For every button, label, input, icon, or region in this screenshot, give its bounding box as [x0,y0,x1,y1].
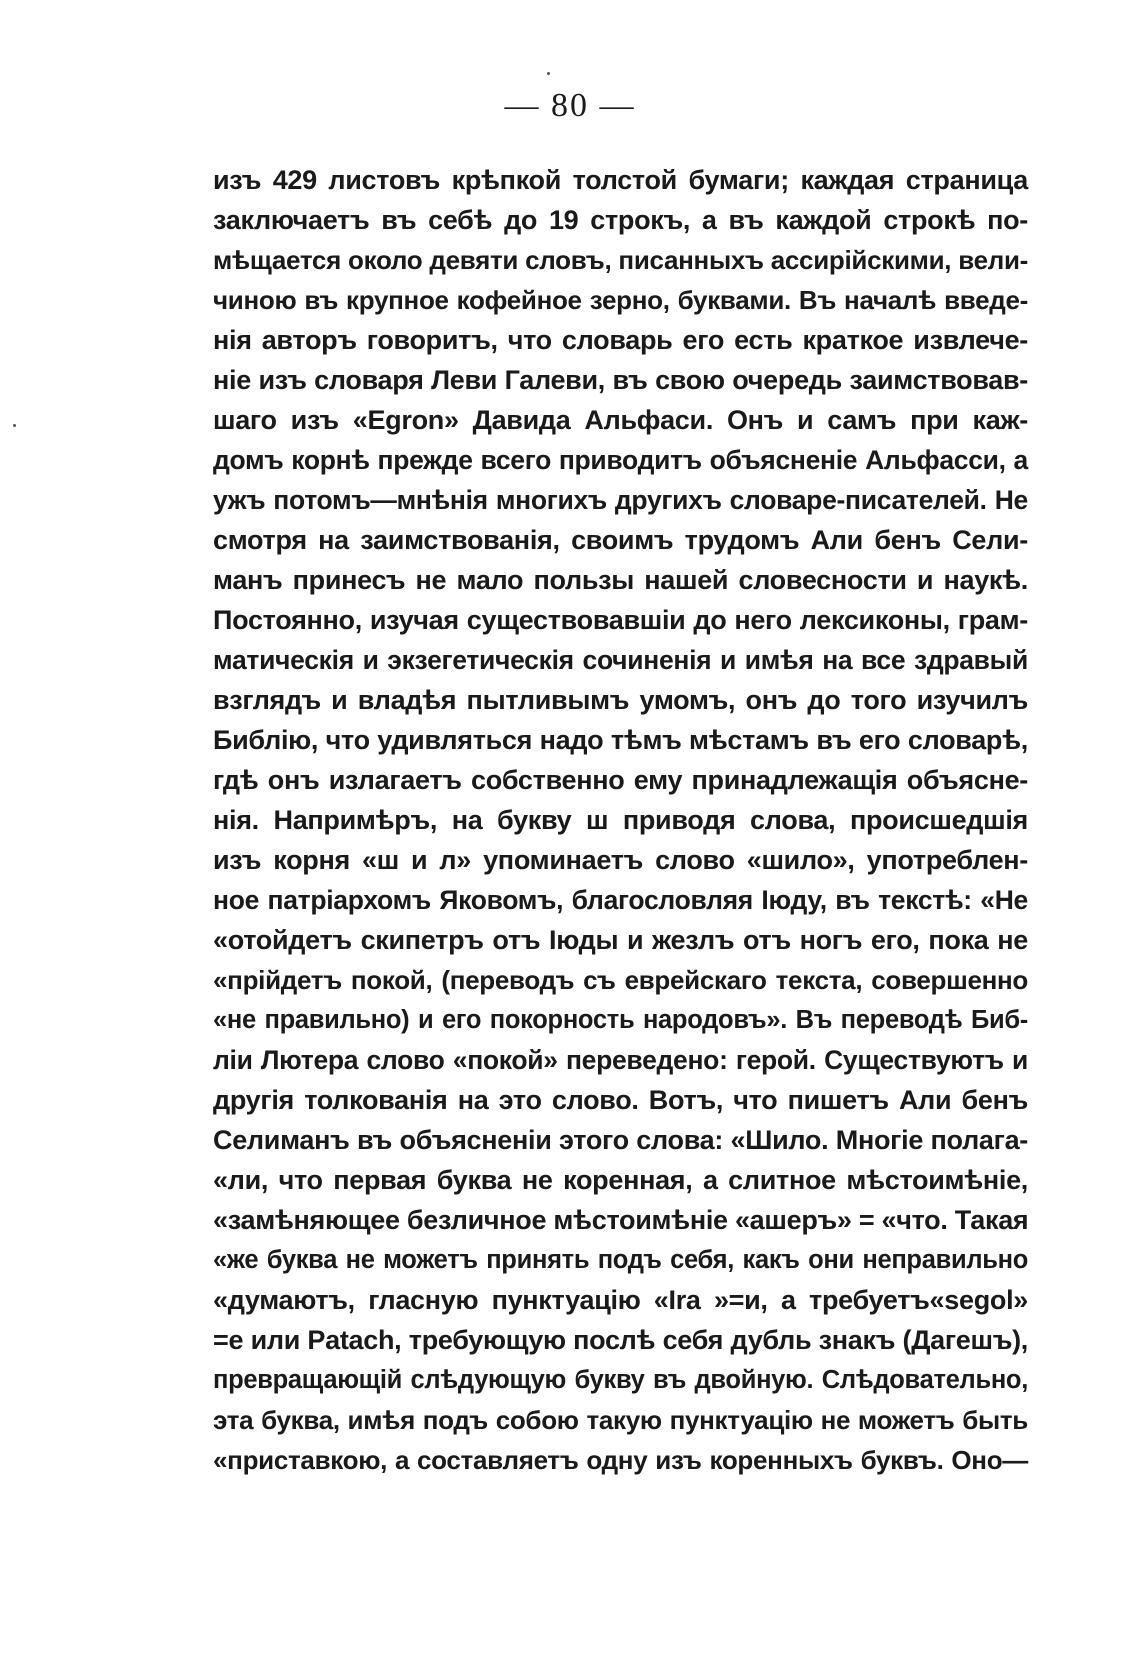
text-line: ніе изъ словаря Леви Галеви, въ свою очередь заимствовав- [213,365,1028,395]
text-line: нія. Напримѣръ, на букву ш приводя слова, происшедшія [213,805,1028,835]
text-line: «отойдетъ скипетръ отъ Іюды и жезлъ отъ ногъ его, пока не [213,925,1028,955]
text-line: Постоянно, изучая существовавшіи до него лексиконы, грам- [213,605,1028,635]
text-line: другія толкованія на это слово. Вотъ, что пишетъ Али бенъ [213,1085,1028,1115]
text-line: чиною въ крупное кофейное зерно, буквами. Въ началѣ введе- [213,285,1028,315]
text-line: «ли, что первая буква не коренная, а слитное мѣстоимѣніе, [213,1165,1028,1195]
text-line: =е или Patach, требующую послѣ себя дубль знакъ (Дагешъ), [213,1325,1028,1355]
text-line: заключаетъ въ себѣ до 19 строкъ, а въ каждой строкѣ по- [213,205,1028,235]
text-line: смотря на заимствованія, своимъ трудомъ Али бенъ Сели- [213,525,1028,555]
text-line: шаго изъ «Egron» Давида Альфаси. Онъ и самъ при каж- [213,405,1028,435]
text-line: «думаютъ, гласную пунктуацію «Ira »=и, а требуетъ«segol» [213,1285,1028,1315]
text-line: ное патріархомъ Яковомъ, благословляя Іюду, въ текстѣ: «Не [213,885,1028,915]
text-line: нія авторъ говоритъ, что словарь его есть краткое извлече- [213,325,1028,355]
text-line: Селиманъ въ объясненіи этого слова: «Шило. Многіе полага- [213,1125,1028,1155]
text-line: гдѣ онъ излагаетъ собственно ему принадлежащія объясне- [213,765,1028,795]
page-number: — 80 — [504,87,636,124]
scan-speck [547,72,550,75]
text-line: «приставкою, а составляетъ одну изъ коренныхъ буквъ. Оно— [213,1445,1028,1475]
scan-speck [13,424,16,427]
text-line: ліи Лютера слово «покой» переведено: герой. Существуютъ и [213,1045,1028,1075]
text-line: Библію, что удивляться надо тѣмъ мѣстамъ въ его словарѣ, [213,725,1028,755]
text-line: домъ корнѣ прежде всего приводитъ объясненіе Альфасси, а [213,445,1028,475]
text-line: «не правильно) и его покорность народовъ». Въ переводѣ Биб- [213,1006,1028,1034]
text-line: «же буква не можетъ принять подъ себя, какъ они неправильно [213,1246,1028,1274]
text-line: «прійдетъ покой, (переводъ съ еврейскаго текста, совершенно [213,965,1028,995]
text-line: изъ 429 листовъ крѣпкой толстой бумаги; каждая страница [213,165,1028,195]
text-line: взглядъ и владѣя пытливымъ умомъ, онъ до того изучилъ [213,685,1028,715]
text-line: «замѣняющее безличное мѣстоимѣніе «ашеръ» = «что. Такая [213,1205,1029,1235]
text-line: матическія и экзегетическія сочиненія и имѣя на все здравый [213,645,1028,675]
text-line: превращающій слѣдующую букву въ двойную. Слѣдовательно, [213,1366,1028,1394]
text-line: ужъ потомъ—мнѣнія многихъ другихъ словаре-писателей. Не [213,485,1028,515]
text-line: манъ принесъ не мало пользы нашей словесности и наукѣ. [213,565,1028,595]
body-text [213,160,1028,1480]
text-line: мѣщается около девяти словъ, писанныхъ ассирійскими, вели- [213,245,1028,275]
text-line: эта буква, имѣя подъ собою такую пунктуацію не можетъ быть [213,1405,1028,1435]
text-line: изъ корня «ш и л» упоминаетъ слово «шило», употреблен- [213,845,1028,875]
